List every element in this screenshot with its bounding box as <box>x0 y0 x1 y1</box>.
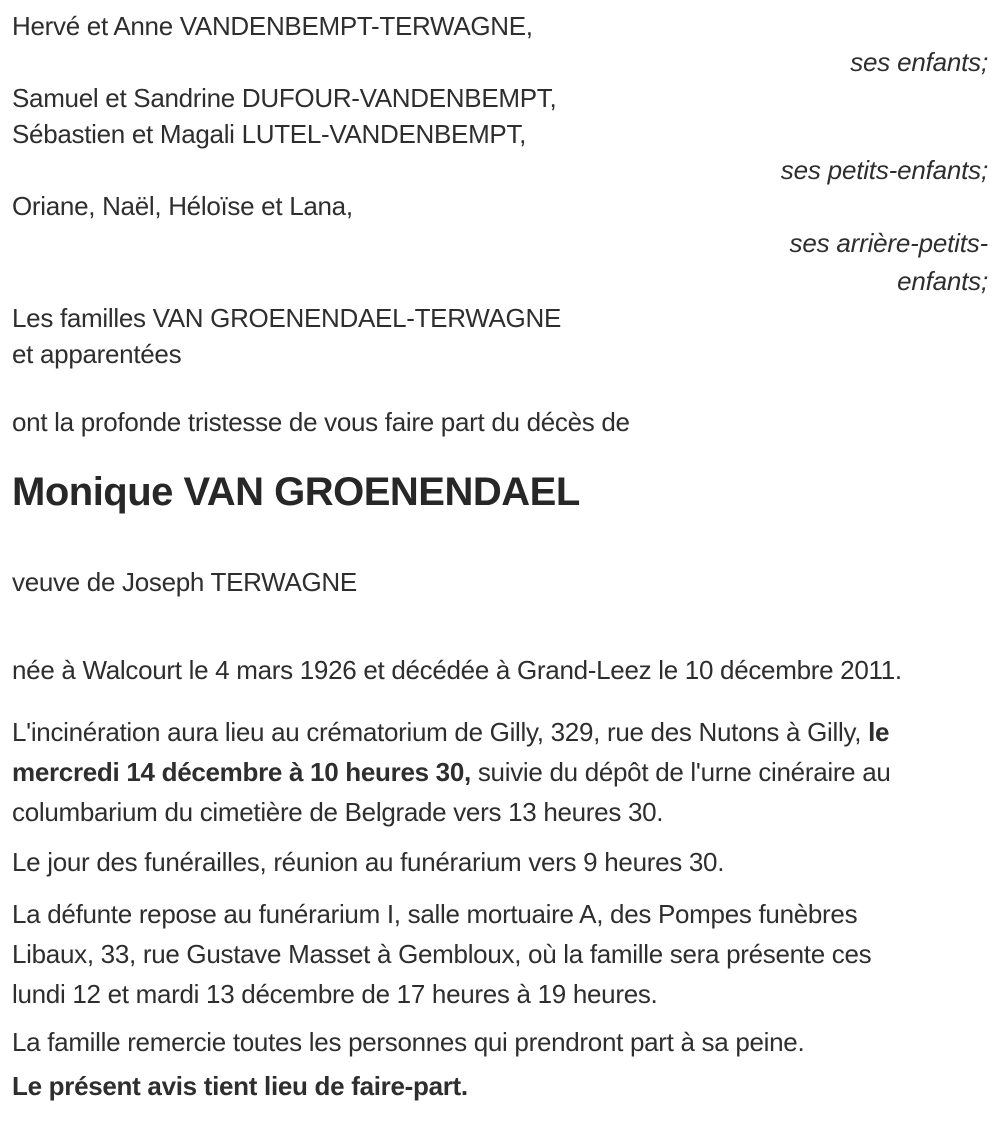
family-line-children-names-1: Hervé et Anne VANDENBEMPT-TERWAGNE, <box>12 11 533 41</box>
cremation-text-after: suivie du dépôt de l'urne cinéraire au columbarium du cimetière de Belgrade vers 13 heures 30. <box>12 757 891 827</box>
announcement-line: ont la profonde tristesse de vous faire part du décès de <box>12 407 630 437</box>
families-line-2: et apparentées <box>12 339 182 369</box>
widow-line: veuve de Joseph TERWAGNE <box>12 567 357 597</box>
family-line-grandchildren-names-1: Samuel et Sandrine DUFOUR-VANDENBEMPT, <box>12 83 557 113</box>
family-line-great-grandchildren-names: Oriane, Naël, Héloïse et Lana, <box>12 191 353 221</box>
cremation-datetime-bold: le mercredi 14 décembre à 10 heures 30, <box>12 717 890 787</box>
deceased-name: Monique VAN GROENENDAEL <box>12 470 580 514</box>
relation-label-children: ses enfants; <box>850 47 988 77</box>
relation-label-great-grandchildren: ses arrière-petits-enfants; <box>789 228 988 296</box>
birth-death-line: née à Walcourt le 4 mars 1926 et décédée à Grand-Leez le 10 décembre 2011. <box>12 655 902 685</box>
closing-line: Le présent avis tient lieu de faire-part. <box>12 1071 468 1101</box>
funeral-day-line: Le jour des funérailles, réunion au funérarium vers 9 heures 30. <box>12 847 725 877</box>
family-line-grandchildren-names-2: Sébastien et Magali LUTEL-VANDENBEMPT, <box>12 119 527 149</box>
relation-label-grandchildren: ses petits-enfants; <box>780 155 988 185</box>
thanks-line: La famille remercie toutes les personnes qui prendront part à sa peine. <box>12 1027 805 1057</box>
repose-paragraph: La défunte repose au funérarium I, salle mortuaire A, des Pompes funèbres Libaux, 33, rue Gustave Masset à Gembloux, où la famille sera présente ces lundi 12 et mardi 13 décembre de 17 heures à 19 heures. <box>12 899 872 1009</box>
families-line-1: Les familles VAN GROENENDAEL-TERWAGNE <box>12 303 561 333</box>
cremation-paragraph <box>12 712 922 832</box>
cremation-text-before: L'incinération aura lieu au crématorium de Gilly, 329, rue des Nutons à Gilly, <box>12 717 869 747</box>
